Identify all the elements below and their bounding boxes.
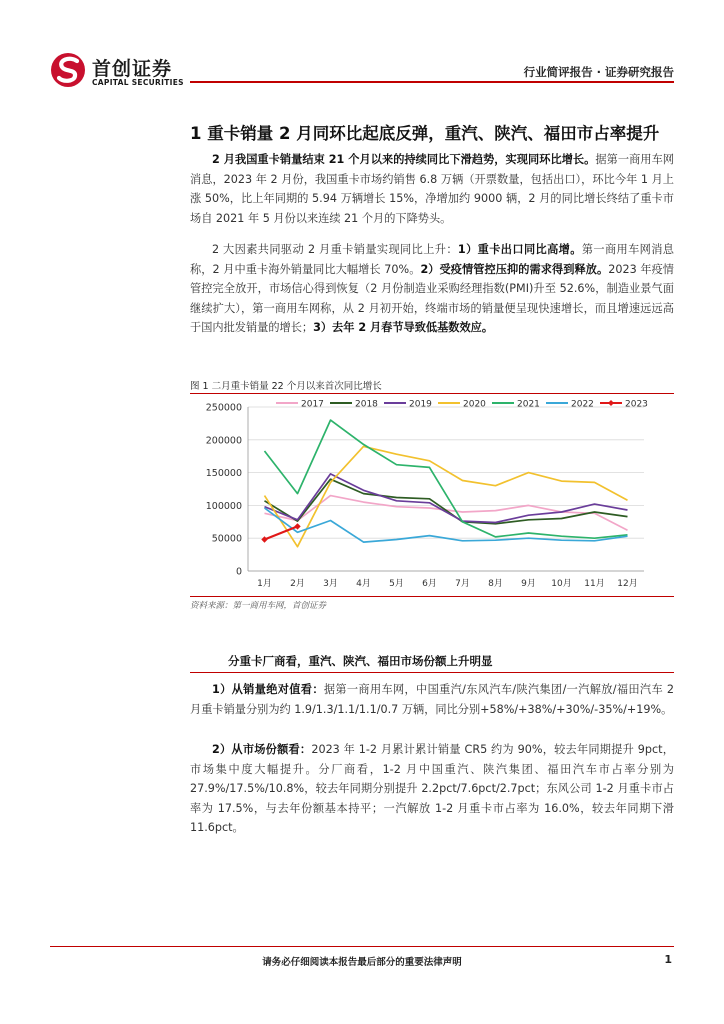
x-tick-label: 4月 — [356, 579, 371, 589]
y-tick-label: 250000 — [205, 402, 242, 414]
paragraph-3-lead: 1）从销量绝对值看： — [212, 683, 324, 696]
series-line-2021 — [265, 420, 628, 538]
paragraph-3 — [190, 680, 674, 719]
figure-bottom-rule — [190, 596, 674, 597]
x-tick-label: 7月 — [455, 579, 470, 589]
subsection-rule — [190, 672, 674, 673]
x-tick-label: 11月 — [584, 579, 605, 589]
series-marker-2023 — [294, 523, 300, 529]
x-tick-label: 9月 — [521, 579, 536, 589]
series-line-2018 — [265, 479, 628, 524]
factor-2-detail: 2023 年疫情管控完全放开，市场信心得到恢复（2 月份制造业采购经理指数(PMI)升至 52.6%，制造业景气面继续扩大），第一商用车网称，从 2 月初开始，终端市场的销量便呈现快速增长，而且增速远远高于国内批发销量的增长； — [190, 262, 674, 334]
section-title: 1 重卡销量 2 月同环比起底反弹，重汽、陕汽、福田市占率提升 — [190, 124, 660, 143]
legend-label-2017: 2017 — [301, 399, 324, 410]
legend-label-2023: 2023 — [625, 399, 648, 410]
x-tick-label: 10月 — [551, 579, 572, 589]
x-tick-label: 5月 — [389, 579, 404, 589]
y-tick-label: 100000 — [205, 500, 242, 512]
x-tick-label: 8月 — [488, 579, 503, 589]
factor-2: 2）受疫情管控压抑的需求得到释放。 — [420, 262, 609, 276]
logo-english-name: CAPITAL SECURITIES — [92, 78, 184, 87]
y-tick-label: 50000 — [211, 533, 242, 545]
paragraph-1-body: 据第一商用车网消息，2023 年 2 月份，我国重卡市场约销售 6.8 万辆（开票数量，包括出口），环比今年 1 月上涨 50%，比上年同期的 5.94 万辆增长 15%，净增加约 9000 辆，2 月的同比增长终结了重卡市场自 2021 年 5 月份以来连续 21 个月的下降势头。 — [190, 153, 674, 225]
paragraph-2 — [190, 240, 674, 338]
x-tick-label: 6月 — [422, 579, 437, 589]
y-tick-label: 200000 — [205, 435, 242, 447]
x-tick-label: 3月 — [323, 579, 338, 589]
legend-marker-2023 — [608, 400, 614, 406]
paragraph-1-lead: 2 月我国重卡销量结束 21 个月以来的持续同比下滑趋势，实现同环比增长。 — [212, 153, 596, 166]
legend-label-2020: 2020 — [463, 399, 486, 410]
company-logo — [50, 52, 190, 90]
factor-1: 1）重卡出口同比高增。 — [457, 243, 582, 256]
page-number: 1 — [664, 953, 672, 966]
sales-line-chart — [190, 395, 674, 595]
factor-1-detail: 第一商用车网消息称，2 月中重卡海外销量同比大幅增长 70%。 — [190, 243, 674, 276]
paragraph-3-body: 据第一商用车网，中国重汽/东风汽车/陕汽集团/一汽解放/福田汽车 2 月重卡销量分别为约 1.9/1.3/1.1/1.1/0.7 万辆，同比分别+58%/+38%/+30%/-35%/+19%。 — [190, 683, 674, 716]
figure-top-rule — [190, 393, 674, 394]
report-type: 行业简评报告 · 证券研究报告 — [523, 65, 674, 79]
x-tick-label: 1月 — [257, 579, 272, 589]
legend-label-2022: 2022 — [571, 399, 594, 410]
paragraph-2-intro: 2 大因素共同驱动 2 月重卡销量实现同比上升： — [212, 243, 458, 256]
logo-mark-icon — [50, 52, 88, 88]
y-tick-label: 0 — [235, 566, 242, 578]
figure-caption: 图 1 二月重卡销量 22 个月以来首次同比增长 — [190, 381, 382, 392]
x-tick-label: 12月 — [617, 579, 638, 589]
figure-source: 资料来源：第一商用车网，首创证券 — [190, 601, 327, 611]
legend-label-2021: 2021 — [517, 399, 540, 410]
y-tick-label: 150000 — [205, 468, 242, 480]
series-marker-2023 — [261, 536, 267, 542]
paragraph-4-body: 2023 年 1-2 月累计累计销量 CR5 约为 90%，较去年同期提升 9pct，市场集中度大幅提升。分厂商看，1-2 月中国重汽、陕汽集团、福田汽车市占率分别为 27.9%/17.5%/10.8%，较去年同期分别提升 2.2pct/7.6pct/2.7pct；东风公司 1-2 月重卡市占率为 17.5%，与去年份额基本持平；一汽解放 1-2 月重卡市占率为 16.0%，较去年同期下滑 11.6pct。 — [190, 743, 674, 834]
footer-disclaimer: 请务必仔细阅读本报告最后部分的重要法律声明 — [262, 957, 462, 968]
footer-rule — [50, 946, 674, 947]
header-divider — [190, 81, 674, 83]
x-tick-label: 2月 — [290, 579, 305, 589]
series-line-2020 — [265, 446, 628, 546]
legend-label-2018: 2018 — [355, 399, 378, 410]
paragraph-4-lead: 2）从市场份额看： — [212, 743, 312, 756]
factor-3: 3）去年 2 月春节导致低基数效应。 — [313, 321, 494, 334]
paragraph-4 — [190, 740, 674, 838]
paragraph-1 — [190, 150, 674, 228]
legend-label-2019: 2019 — [409, 399, 432, 410]
logo-chinese-name: 首创证券 — [92, 58, 173, 80]
subsection-title: 分重卡厂商看，重汽、陕汽、福田市场份额上升明显 — [228, 654, 493, 668]
